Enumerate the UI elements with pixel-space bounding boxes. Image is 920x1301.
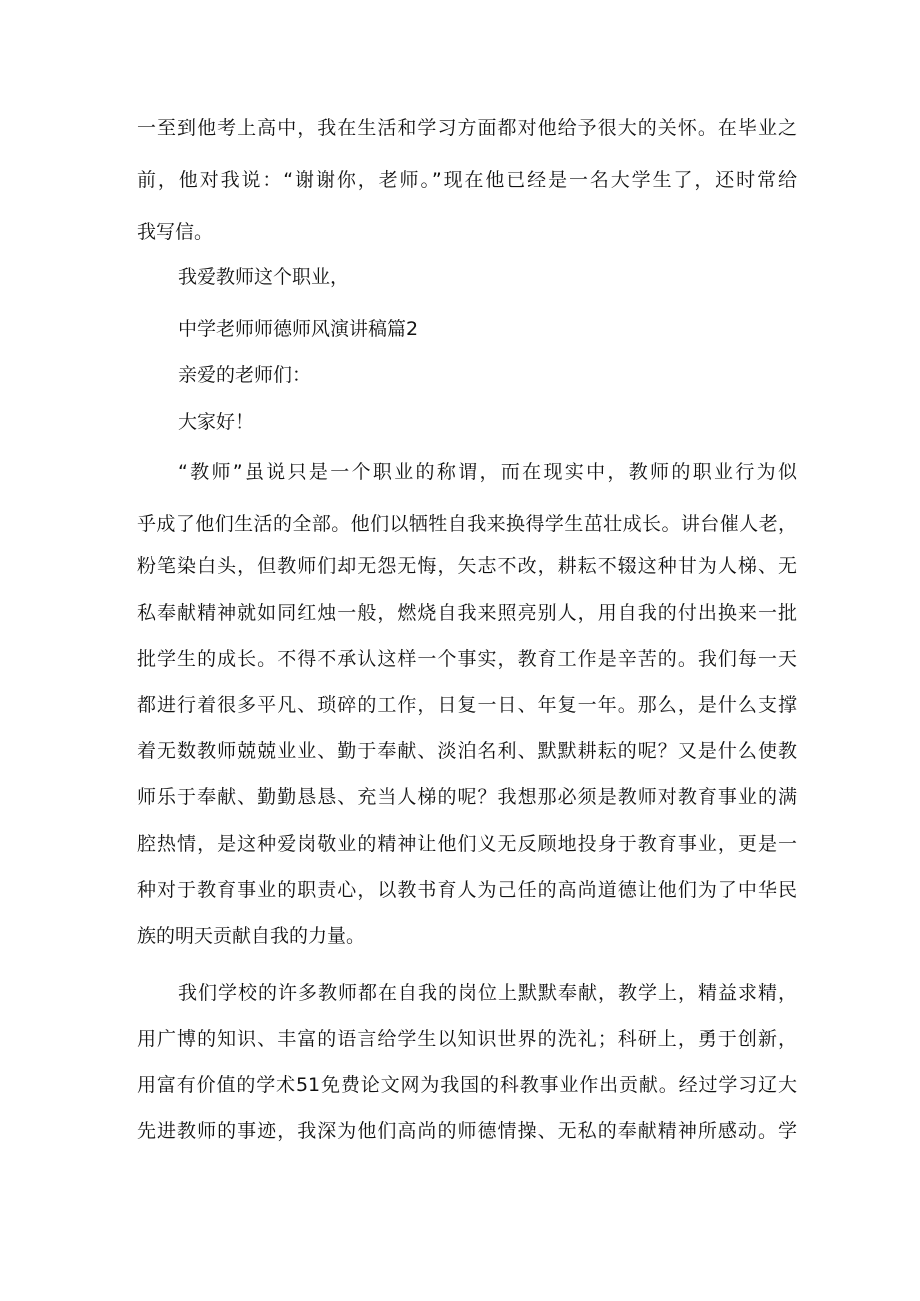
text-line-1: 一至到他考上高中，我在生活和学习方面都对他给予很大的关怀。在毕业之 bbox=[137, 117, 797, 139]
paragraph-1-line-9: 腔热情，是这种爱岗敬业的精神让他们义无反顾地投身于教育事业，更是一 bbox=[137, 833, 797, 855]
paragraph-1-line-2: 乎成了他们生活的全部。他们以牺牲自我来换得学生茁壮成长。讲台催人老， bbox=[137, 513, 797, 535]
paragraph-2-line-1: 我们学校的许多教师都在自我的岗位上默默奉献，教学上，精益求精， bbox=[178, 982, 797, 1004]
greeting: 大家好！ bbox=[178, 411, 255, 433]
paragraph-1-line-11: 族的明天贡献自我的力量。 bbox=[137, 925, 366, 947]
text-line-3: 我写信。 bbox=[137, 221, 214, 243]
paragraph-1-line-3: 粉笔染白头，但教师们却无怨无悔，矢志不改，耕耘不辍这种甘为人梯、无 bbox=[137, 555, 797, 577]
paragraph-2-line-4: 先进教师的事迹，我深为他们高尚的师德情操、无私的奉献精神所感动。学 bbox=[137, 1120, 797, 1142]
text-line-4: 我爱教师这个职业， bbox=[178, 266, 350, 288]
paragraph-1-line-7: 着无数教师兢兢业业、勤于奉献、淡泊名利、默默耕耘的呢？又是什么使教 bbox=[137, 740, 797, 762]
paragraph-1-line-8: 师乐于奉献、勤勤恳恳、充当人梯的呢？我想那必须是教师对教育事业的满 bbox=[137, 786, 797, 808]
text-line-2: 前，他对我说：“谢谢你，老师。”现在他已经是一名大学生了，还时常给 bbox=[137, 169, 797, 191]
paragraph-1-line-10: 种对于教育事业的职责心，以教书育人为己任的高尚道德让他们为了中华民 bbox=[137, 879, 797, 901]
paragraph-1-line-6: 都进行着很多平凡、琐碎的工作，日复一日、年复一年。那么，是什么支撑 bbox=[137, 694, 797, 716]
paragraph-1-line-4: 私奉献精神就如同红烛一般，燃烧自我来照亮别人，用自我的付出换来一批 bbox=[137, 602, 797, 624]
paragraph-1-line-1: “教师”虽说只是一个职业的称谓，而在现实中，教师的职业行为似 bbox=[178, 461, 797, 483]
salutation: 亲爱的老师们： bbox=[178, 364, 312, 386]
paragraph-1-line-5: 批学生的成长。不得不承认这样一个事实，教育工作是辛苦的。我们每一天 bbox=[137, 648, 797, 670]
paragraph-2-line-2: 用广博的知识、丰富的语言给学生以知识世界的洗礼；科研上，勇于创新， bbox=[137, 1028, 797, 1050]
paragraph-2-line-3: 用富有价值的学术51免费论文网为我国的科教事业作出贡献。经过学习辽大 bbox=[137, 1074, 797, 1096]
section-heading: 中学老师师德师风演讲稿篇2 bbox=[178, 318, 419, 340]
